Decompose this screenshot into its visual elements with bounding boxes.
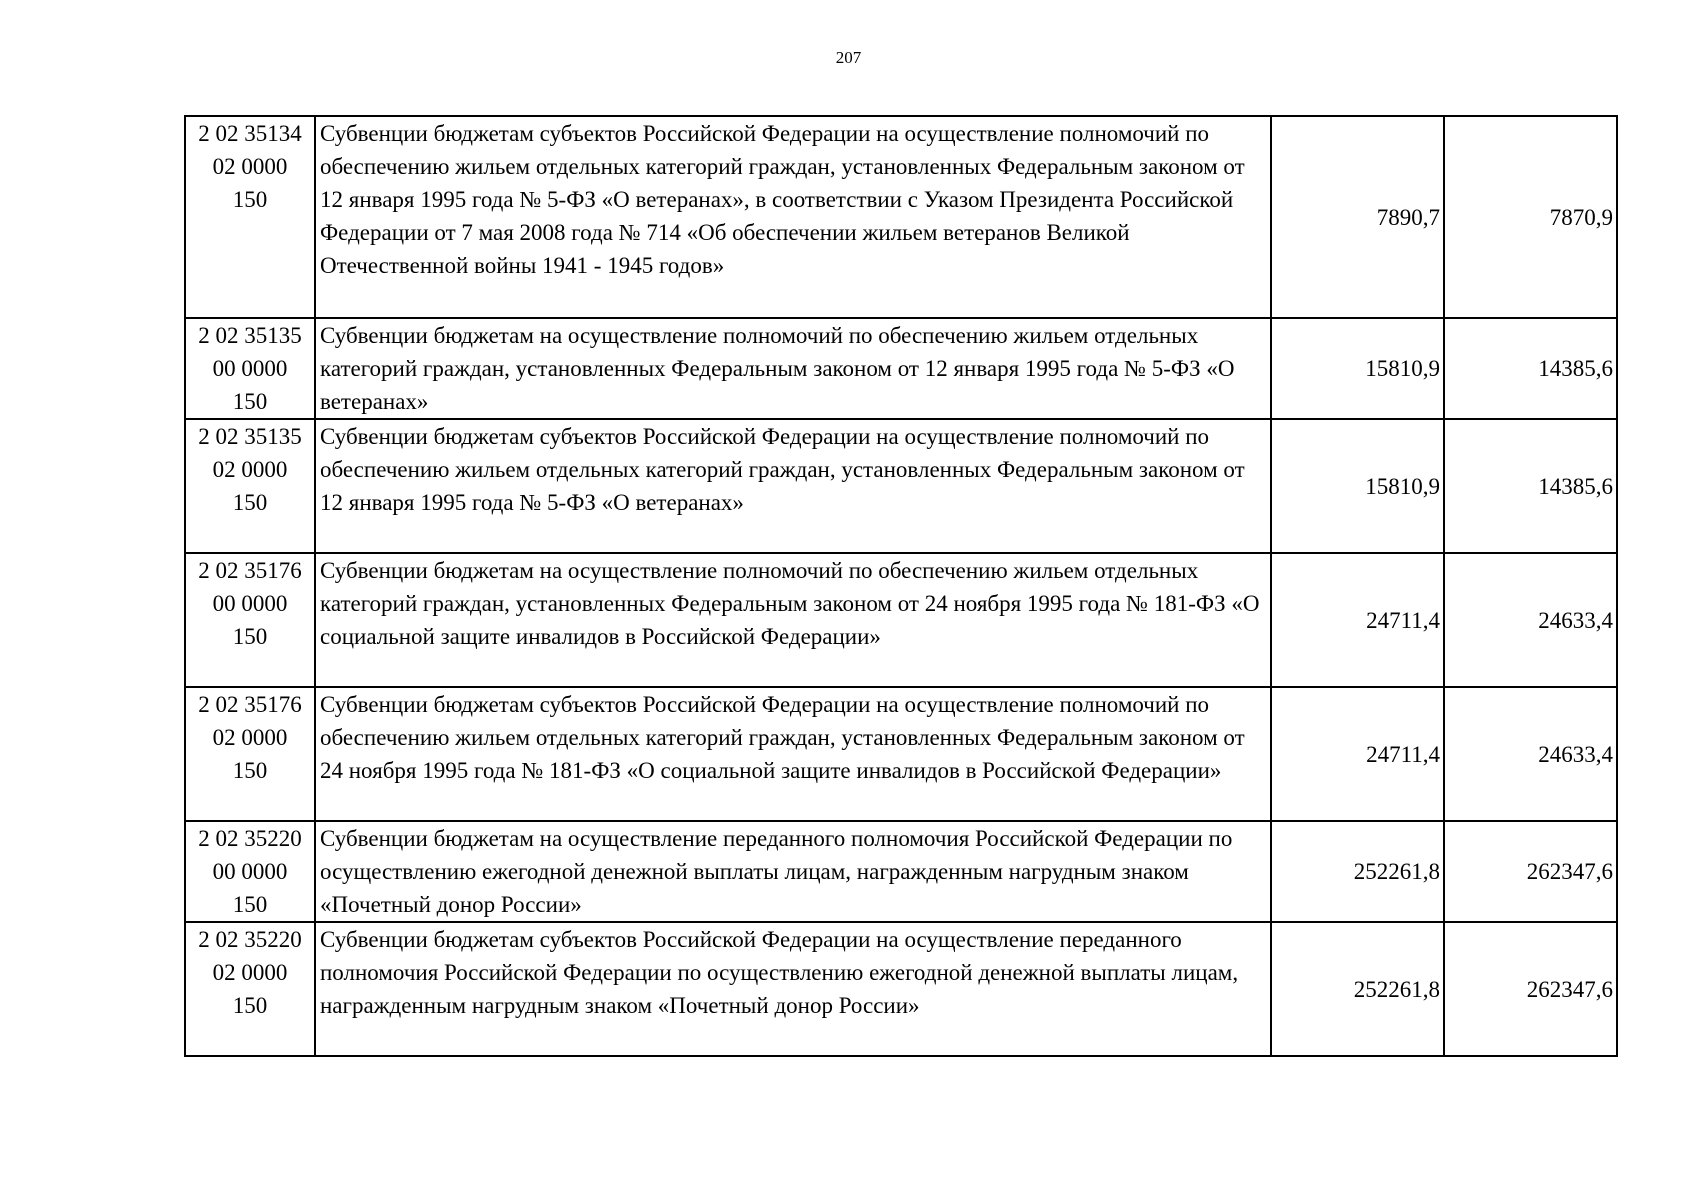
row-value-2: 14385,6 (1444, 318, 1617, 419)
budget-code: 2 02 35220 00 0000 150 (185, 821, 315, 922)
row-value-1: 252261,8 (1271, 922, 1444, 1056)
budget-code: 2 02 35135 02 0000 150 (185, 419, 315, 553)
row-value-2: 14385,6 (1444, 419, 1617, 553)
table-row (185, 318, 1617, 419)
row-value-1: 24711,4 (1271, 553, 1444, 687)
row-value-2: 262347,6 (1444, 922, 1617, 1056)
row-value-2: 24633,4 (1444, 687, 1617, 821)
row-value-1: 252261,8 (1271, 821, 1444, 922)
budget-code: 2 02 35176 02 0000 150 (185, 687, 315, 821)
budget-code: 2 02 35176 00 0000 150 (185, 553, 315, 687)
row-value-2: 24633,4 (1444, 553, 1617, 687)
row-value-1: 24711,4 (1271, 687, 1444, 821)
row-description: Субвенции бюджетам на осуществление полномочий по обеспечению жильем отдельных категорий граждан, установленных Федеральным законом от 12 января 1995 года № 5-ФЗ «О ветеранах» (315, 318, 1271, 419)
row-description: Субвенции бюджетам субъектов Российской Федерации на осуществление полномочий по обеспечению жильем отдельных категорий граждан, установленных Федеральным законом от 12 января 1995 года № 5-ФЗ «О ветеранах», в соответствии с Указом Президента Российской Федерации от 7 мая 2008 года № 714 «Об обеспечении жильем ветеранов Великой Отечественной войны 1941 - 1945 годов» (315, 116, 1271, 318)
table-row (185, 553, 1617, 687)
table-row (185, 116, 1617, 318)
row-value-1: 15810,9 (1271, 419, 1444, 553)
budget-code: 2 02 35135 00 0000 150 (185, 318, 315, 419)
row-description: Субвенции бюджетам на осуществление переданного полномочия Российской Федерации по осуществлению ежегодной денежной выплаты лицам, награжденным нагрудным знаком «Почетный донор России» (315, 821, 1271, 922)
budget-code: 2 02 35220 02 0000 150 (185, 922, 315, 1056)
budget-table (184, 115, 1618, 1057)
table-row (185, 821, 1617, 922)
row-description: Субвенции бюджетам субъектов Российской Федерации на осуществление переданного полномочия Российской Федерации по осуществлению ежегодной денежной выплаты лицам, награжденным нагрудным знаком «Почетный донор России» (315, 922, 1271, 1056)
row-description: Субвенции бюджетам на осуществление полномочий по обеспечению жильем отдельных категорий граждан, установленных Федеральным законом от 24 ноября 1995 года № 181-ФЗ «О социальной защите инвалидов в Российской Федерации» (315, 553, 1271, 687)
page-number: 207 (835, 48, 862, 67)
row-value-1: 15810,9 (1271, 318, 1444, 419)
table-row (185, 687, 1617, 821)
row-value-2: 7870,9 (1444, 116, 1617, 318)
row-description: Субвенции бюджетам субъектов Российской Федерации на осуществление полномочий по обеспечению жильем отдельных категорий граждан, установленных Федеральным законом от 12 января 1995 года № 5-ФЗ «О ветеранах» (315, 419, 1271, 553)
row-description: Субвенции бюджетам субъектов Российской Федерации на осуществление полномочий по обеспечению жильем отдельных категорий граждан, установленных Федеральным законом от 24 ноября 1995 года № 181-ФЗ «О социальной защите инвалидов в Российской Федерации» (315, 687, 1271, 821)
budget-code: 2 02 35134 02 0000 150 (185, 116, 315, 318)
row-value-2: 262347,6 (1444, 821, 1617, 922)
table-row (185, 922, 1617, 1056)
row-value-1: 7890,7 (1271, 116, 1444, 318)
table-row (185, 419, 1617, 553)
